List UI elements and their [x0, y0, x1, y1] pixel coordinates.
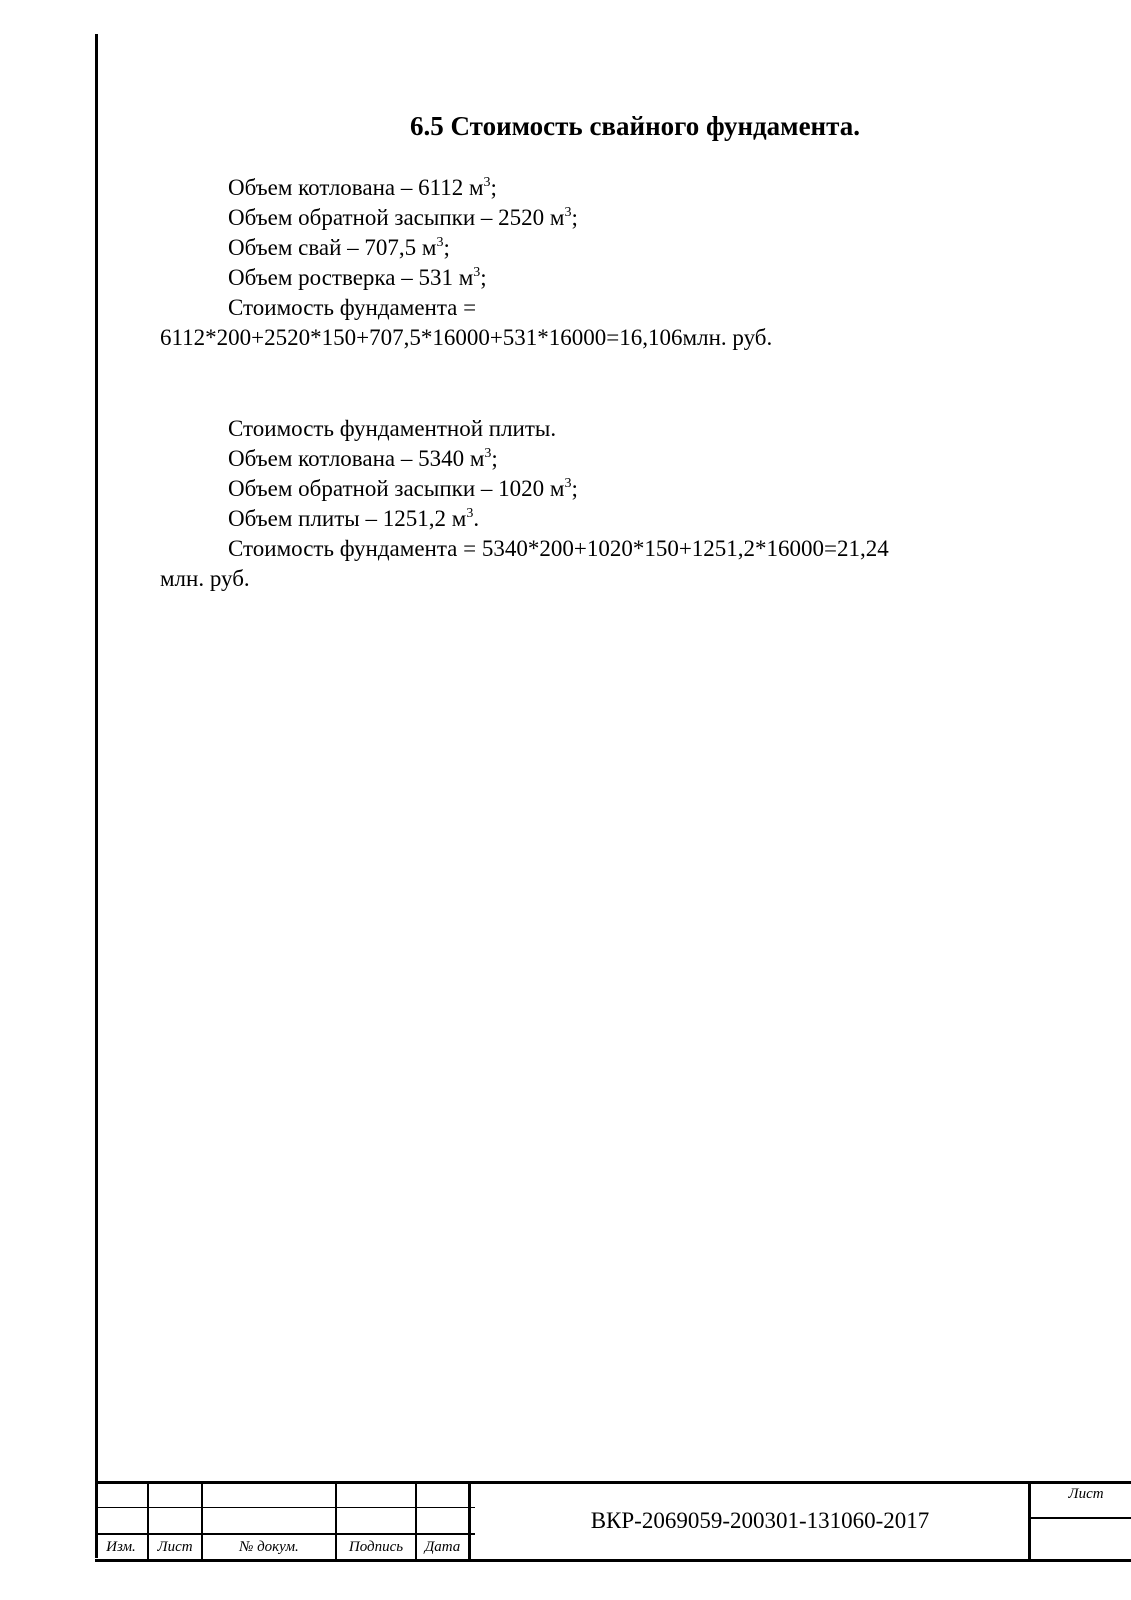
line-tail: ; [490, 175, 497, 200]
stamp-label-signature: Подпись [348, 1539, 404, 1555]
superscript: 3 [483, 175, 491, 190]
slab-cost-line: Стоимость фундамента = 5340*200+1020*150+1251,2*16000=21,24 [228, 536, 889, 561]
pile-foundation-calculation [160, 173, 1020, 353]
stamp-label-izm: Изм. [106, 1539, 136, 1555]
document-code: ВКР-2069059-200301-131060-2017 [590, 1508, 930, 1533]
line-tail: . [473, 506, 480, 531]
stamp-label-date: Дата [424, 1539, 461, 1555]
volume-line-pit [160, 444, 1020, 474]
stamp-row-divider [95, 1507, 475, 1508]
volume-line-backfill [160, 203, 1020, 233]
volume-line-backfill [160, 474, 1020, 504]
volume-text: Объем обратной засыпки – 2520 м [228, 205, 565, 230]
volume-text: Объем котлована – 5340 м [228, 446, 485, 471]
stamp-col-divider [468, 1481, 471, 1562]
volume-line-pit [160, 173, 1020, 203]
superscript: 3 [473, 265, 481, 280]
volume-text: Объем обратной засыпки – 1020 м [228, 476, 565, 501]
stamp-row-divider [95, 1533, 475, 1535]
sheet-cell-left-border [1028, 1481, 1031, 1562]
volume-line-piles [160, 233, 1020, 263]
cost-formula: 6112*200+2520*150+707,5*16000+531*16000=16,106млн. руб. [160, 325, 773, 350]
volume-text: Объем свай – 707,5 м [228, 235, 437, 260]
volume-text: Объем плиты – 1251,2 м [228, 506, 467, 531]
cost-label: Стоимость фундамента = [228, 295, 477, 320]
stamp-label-list: Лист [157, 1539, 193, 1555]
superscript: 3 [564, 476, 572, 491]
slab-cost-tail: млн. руб. [160, 566, 250, 591]
line-tail: ; [491, 446, 498, 471]
superscript: 3 [466, 506, 474, 521]
superscript: 3 [436, 235, 444, 250]
superscript: 3 [564, 205, 572, 220]
page-frame-left-border [95, 34, 98, 1558]
volume-line-slab [160, 504, 1020, 534]
line-tail: ; [571, 205, 578, 230]
volume-text: Объем ростверка – 531 м [228, 265, 474, 290]
sheet-cell-divider [1031, 1517, 1131, 1519]
line-tail: ; [480, 265, 487, 290]
slab-foundation-calculation [160, 414, 1020, 594]
sheet-number-label: Лист [1068, 1486, 1104, 1502]
slab-section-title: Стоимость фундаментной плиты. [228, 416, 557, 441]
volume-text: Объем котлована – 6112 м [228, 175, 484, 200]
line-tail: ; [443, 235, 450, 260]
stamp-top-border [95, 1481, 1131, 1484]
superscript: 3 [484, 446, 492, 461]
line-tail: ; [571, 476, 578, 501]
stamp-bottom-border [95, 1559, 1131, 1562]
volume-line-grillage [160, 263, 1020, 293]
section-heading: 6.5 Стоимость свайного фундамента. [410, 111, 860, 141]
stamp-label-doc-number: № докум. [239, 1539, 299, 1555]
